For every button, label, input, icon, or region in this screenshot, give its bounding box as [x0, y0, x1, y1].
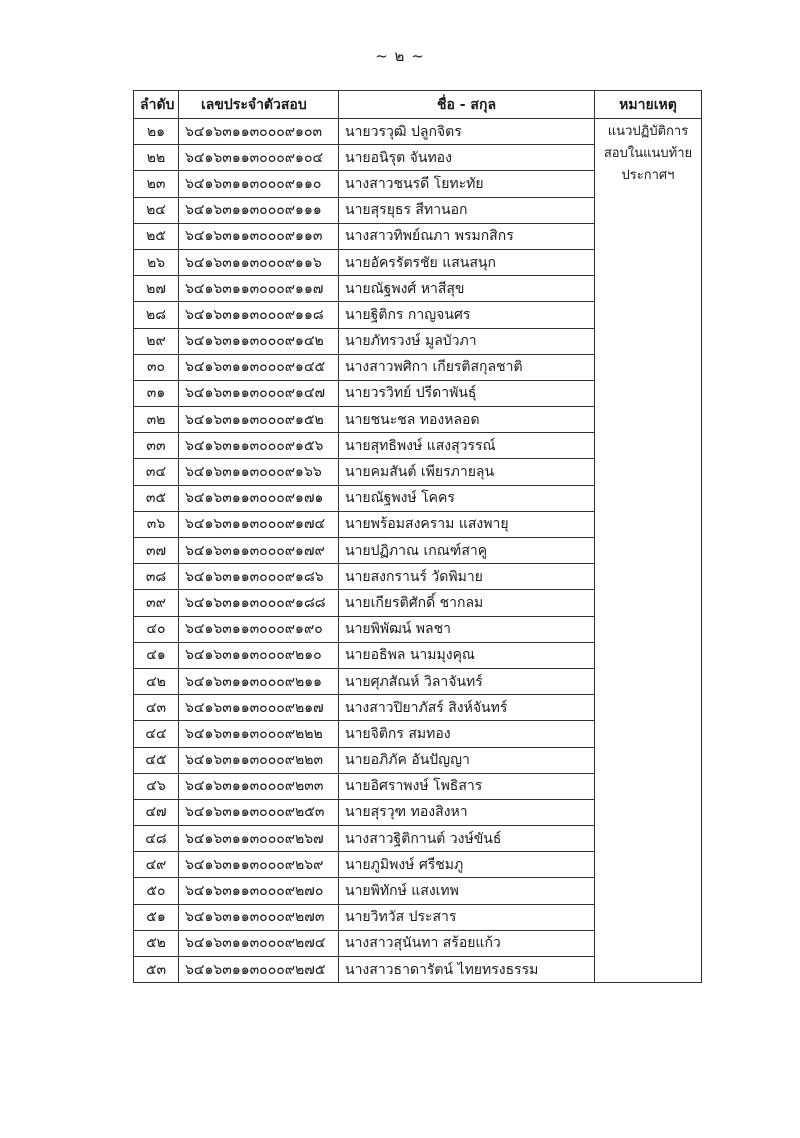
- row-exam-id: ๖๔๑๖๓๑๑๓๐๐๐๙๑๑๘: [179, 302, 339, 328]
- row-seq: ๓๔: [134, 459, 179, 485]
- row-name: นายพร้อมสงคราม แสงพายุ: [339, 511, 595, 537]
- row-exam-id: ๖๔๑๖๓๑๑๓๐๐๐๙๑๕๒: [179, 407, 339, 433]
- row-exam-id: ๖๔๑๖๓๑๑๓๐๐๐๙๑๖๖: [179, 459, 339, 485]
- row-exam-id: ๖๔๑๖๓๑๑๓๐๐๐๙๒๗๓: [179, 904, 339, 930]
- row-seq: ๔๓: [134, 695, 179, 721]
- row-exam-id: ๖๔๑๖๓๑๑๓๐๐๐๙๒๗๐: [179, 878, 339, 904]
- row-name: นายณัฐพงศ์ หาสีสุข: [339, 276, 595, 302]
- row-name: นายวรวุฒิ ปลูกจิตร: [339, 119, 595, 145]
- row-seq: ๓๖: [134, 511, 179, 537]
- row-name: นายณัฐพงษ์ โคคร: [339, 485, 595, 511]
- row-seq: ๒๕: [134, 223, 179, 249]
- row-exam-id: ๖๔๑๖๓๑๑๓๐๐๐๙๑๘๘: [179, 590, 339, 616]
- row-seq: ๒๖: [134, 249, 179, 275]
- row-name: นายชนะชล ทองหลอด: [339, 407, 595, 433]
- row-name: นายสุรยุธร สีทานอก: [339, 197, 595, 223]
- row-name: นายอัครรัตรชัย แสนสนุก: [339, 249, 595, 275]
- header-exam-id: เลขประจำตัวสอบ: [179, 91, 339, 119]
- header-remark: หมายเหตุ: [595, 91, 702, 119]
- row-seq: ๔๔: [134, 721, 179, 747]
- row-name: นายเกียรติศักดิ์ ชากลม: [339, 590, 595, 616]
- row-seq: ๓๕: [134, 485, 179, 511]
- page-number: ~ ๒ ~: [375, 47, 425, 65]
- row-name: นายอธิพล นามมุงคุณ: [339, 642, 595, 668]
- row-seq: ๔๖: [134, 773, 179, 799]
- row-exam-id: ๖๔๑๖๓๑๑๓๐๐๐๙๑๘๖: [179, 564, 339, 590]
- row-name: นายสงกรานร์ วัดพิมาย: [339, 564, 595, 590]
- row-seq: ๒๗: [134, 276, 179, 302]
- row-seq: ๔๘: [134, 826, 179, 852]
- row-seq: ๕๐: [134, 878, 179, 904]
- row-name: นายสุรวุฑ ทองสิงหา: [339, 799, 595, 825]
- row-exam-id: ๖๔๑๖๓๑๑๓๐๐๐๙๒๗๔: [179, 930, 339, 956]
- row-name: นายวิทวัส ประสาร: [339, 904, 595, 930]
- row-seq: ๓๒: [134, 407, 179, 433]
- row-exam-id: ๖๔๑๖๓๑๑๓๐๐๐๙๒๑๗: [179, 695, 339, 721]
- row-seq: ๔๕: [134, 747, 179, 773]
- row-name: นางสาวธาดารัตน์ ไทยทรงธรรม: [339, 957, 595, 983]
- row-seq: ๔๐: [134, 616, 179, 642]
- row-name: นางสาวทิพย์ณภา พรมกสิกร: [339, 223, 595, 249]
- row-exam-id: ๖๔๑๖๓๑๑๓๐๐๐๙๑๐๔: [179, 145, 339, 171]
- row-seq: ๒๒: [134, 145, 179, 171]
- row-exam-id: ๖๔๑๖๓๑๑๓๐๐๐๙๑๑๗: [179, 276, 339, 302]
- table-header-row: [134, 91, 702, 119]
- row-name: นางสาวสุนันทา สร้อยแก้ว: [339, 930, 595, 956]
- row-name: นางสาวฐิติกานต์ วงษ์ขันธ์: [339, 826, 595, 852]
- row-exam-id: ๖๔๑๖๓๑๑๓๐๐๐๙๑๔๗: [179, 380, 339, 406]
- row-name: นางสาวปิยาภัสร์ สิงห์จันทร์: [339, 695, 595, 721]
- row-name: นายอิศราพงษ์ โพธิสาร: [339, 773, 595, 799]
- row-seq: ๒๑: [134, 119, 179, 145]
- row-name: นายอภิภัค อันปัญญา: [339, 747, 595, 773]
- row-exam-id: ๖๔๑๖๓๑๑๓๐๐๐๙๑๑๖: [179, 249, 339, 275]
- row-seq: ๔๑: [134, 642, 179, 668]
- row-exam-id: ๖๔๑๖๓๑๑๓๐๐๐๙๑๗๔: [179, 511, 339, 537]
- row-name: นายศุภสัณห์ วิลาจันทร์: [339, 668, 595, 694]
- row-name: นางสาวพศิกา เกียรติสกุลชาติ: [339, 354, 595, 380]
- row-name: นางสาวชนรดี โยทะทัย: [339, 171, 595, 197]
- row-exam-id: ๖๔๑๖๓๑๑๓๐๐๐๙๒๖๙: [179, 852, 339, 878]
- row-name: นายจิติกร สมทอง: [339, 721, 595, 747]
- row-exam-id: ๖๔๑๖๓๑๑๓๐๐๐๙๑๗๙: [179, 538, 339, 564]
- row-seq: ๕๒: [134, 930, 179, 956]
- row-seq: ๕๑: [134, 904, 179, 930]
- row-exam-id: ๖๔๑๖๓๑๑๓๐๐๐๙๑๑๑: [179, 197, 339, 223]
- row-name: นายพิทักษ์ แสงเทพ: [339, 878, 595, 904]
- row-name: นายวรวิทย์ ปรีดาพันธุ์: [339, 380, 595, 406]
- row-name: นายพิพัฒน์ พลชา: [339, 616, 595, 642]
- row-name: นายอนิรุต จันทอง: [339, 145, 595, 171]
- row-exam-id: ๖๔๑๖๓๑๑๓๐๐๐๙๑๙๐: [179, 616, 339, 642]
- row-seq: ๔๗: [134, 799, 179, 825]
- row-seq: ๓๓: [134, 433, 179, 459]
- row-seq: ๕๓: [134, 957, 179, 983]
- row-seq: ๒๓: [134, 171, 179, 197]
- row-name: นายปฏิภาณ เกณฑ์สาคู: [339, 538, 595, 564]
- header-name: ชื่อ - สกุล: [339, 91, 595, 119]
- row-name: นายภูมิพงษ์ ศรีชมภู: [339, 852, 595, 878]
- row-seq: ๓๐: [134, 354, 179, 380]
- row-name: นายสุทธิพงษ์ แสงสุวรรณ์: [339, 433, 595, 459]
- row-seq: ๓๙: [134, 590, 179, 616]
- remark-cell: แนวปฏิบัติการสอบในแนบท้ายประกาศฯ: [595, 119, 702, 983]
- row-seq: ๔๙: [134, 852, 179, 878]
- row-seq: ๔๒: [134, 668, 179, 694]
- row-exam-id: ๖๔๑๖๓๑๑๓๐๐๐๙๒๑๐: [179, 642, 339, 668]
- table-body: [134, 119, 702, 983]
- row-exam-id: ๖๔๑๖๓๑๑๓๐๐๐๙๑๕๖: [179, 433, 339, 459]
- row-exam-id: ๖๔๑๖๓๑๑๓๐๐๐๙๑๗๑: [179, 485, 339, 511]
- row-seq: ๒๘: [134, 302, 179, 328]
- row-seq: ๓๘: [134, 564, 179, 590]
- row-seq: ๓๗: [134, 538, 179, 564]
- row-name: นายคมสันต์ เพียรภายลุน: [339, 459, 595, 485]
- row-exam-id: ๖๔๑๖๓๑๑๓๐๐๐๙๑๑๓: [179, 223, 339, 249]
- table-row: [134, 119, 702, 145]
- row-exam-id: ๖๔๑๖๓๑๑๓๐๐๐๙๒๓๓: [179, 773, 339, 799]
- candidate-table: [133, 90, 702, 983]
- row-exam-id: ๖๔๑๖๓๑๑๓๐๐๐๙๑๐๓: [179, 119, 339, 145]
- row-exam-id: ๖๔๑๖๓๑๑๓๐๐๐๙๒๕๓: [179, 799, 339, 825]
- row-seq: ๓๑: [134, 380, 179, 406]
- row-exam-id: ๖๔๑๖๓๑๑๓๐๐๐๙๑๔๒: [179, 328, 339, 354]
- header-seq: ลำดับ: [134, 91, 179, 119]
- row-name: นายภัทรวงษ์ มูลบัวภา: [339, 328, 595, 354]
- row-exam-id: ๖๔๑๖๓๑๑๓๐๐๐๙๒๗๕: [179, 957, 339, 983]
- row-seq: ๒๔: [134, 197, 179, 223]
- row-exam-id: ๖๔๑๖๓๑๑๓๐๐๐๙๒๒๒: [179, 721, 339, 747]
- row-exam-id: ๖๔๑๖๓๑๑๓๐๐๐๙๒๒๓: [179, 747, 339, 773]
- row-exam-id: ๖๔๑๖๓๑๑๓๐๐๐๙๑๑๐: [179, 171, 339, 197]
- row-exam-id: ๖๔๑๖๓๑๑๓๐๐๐๙๒๑๑: [179, 668, 339, 694]
- row-seq: ๒๙: [134, 328, 179, 354]
- row-name: นายฐิติกร กาญจนศร: [339, 302, 595, 328]
- row-exam-id: ๖๔๑๖๓๑๑๓๐๐๐๙๑๔๕: [179, 354, 339, 380]
- row-exam-id: ๖๔๑๖๓๑๑๓๐๐๐๙๒๖๗: [179, 826, 339, 852]
